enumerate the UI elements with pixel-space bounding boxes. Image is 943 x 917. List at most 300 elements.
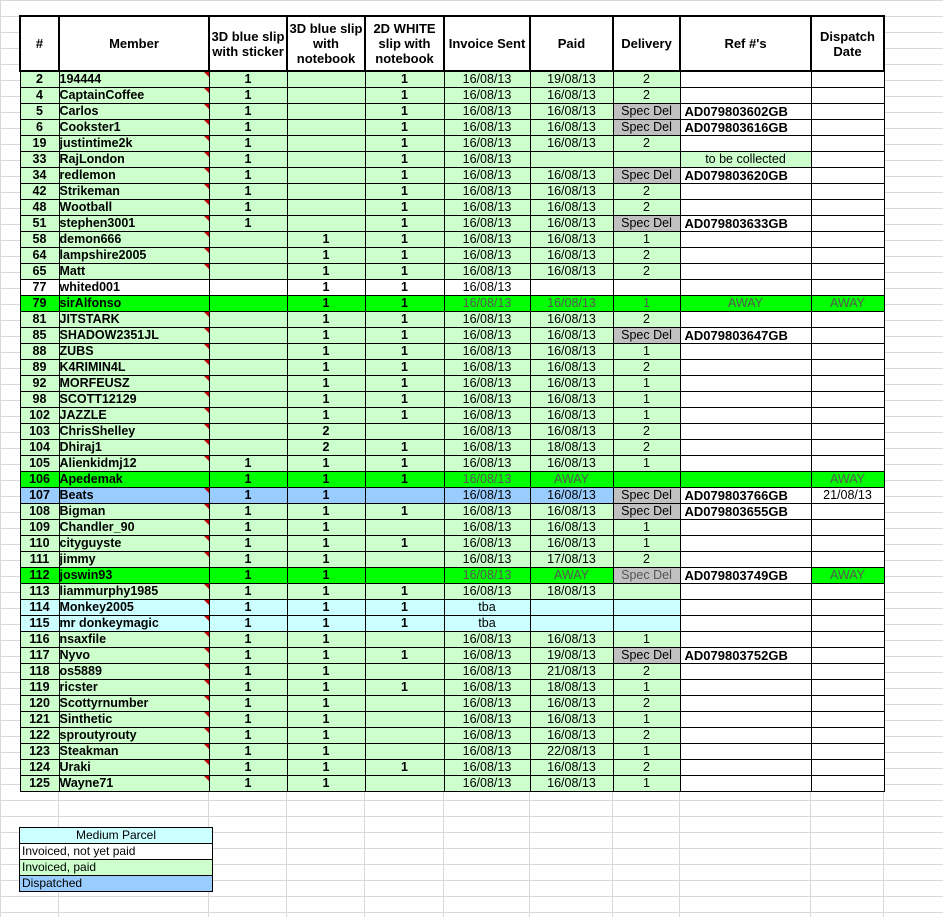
qty-blue-sticker[interactable]: 1 — [209, 136, 287, 152]
comment-indicator-icon[interactable] — [204, 120, 209, 125]
ref-number[interactable] — [680, 600, 811, 616]
legend-item[interactable]: Invoiced, not yet paid — [20, 844, 213, 860]
delivery-cell[interactable]: 1 — [613, 520, 680, 536]
ref-number[interactable] — [680, 456, 811, 472]
ref-number[interactable] — [680, 344, 811, 360]
member-name[interactable] — [59, 584, 209, 600]
ref-number[interactable] — [680, 248, 811, 264]
member-name[interactable] — [59, 616, 209, 632]
dispatch-date[interactable] — [811, 344, 884, 360]
legend-item[interactable]: Invoiced, paid — [20, 860, 213, 876]
qty-blue-sticker[interactable]: 1 — [209, 120, 287, 136]
qty-white-notebook[interactable]: 1 — [365, 600, 444, 616]
member-name[interactable] — [59, 216, 209, 232]
qty-white-notebook[interactable] — [365, 520, 444, 536]
dispatch-date[interactable] — [811, 312, 884, 328]
qty-white-notebook[interactable]: 1 — [365, 360, 444, 376]
header-white-notebook[interactable]: 2D WHITE slip with notebook — [365, 16, 444, 71]
invoice-date[interactable]: 16/08/13 — [444, 712, 530, 728]
comment-indicator-icon[interactable] — [204, 776, 209, 781]
qty-blue-notebook[interactable]: 1 — [287, 552, 365, 568]
paid-date[interactable]: 16/08/13 — [530, 88, 613, 104]
invoice-date[interactable]: 16/08/13 — [444, 200, 530, 216]
qty-white-notebook[interactable]: 1 — [365, 760, 444, 776]
paid-date[interactable]: 16/08/13 — [530, 696, 613, 712]
ref-number[interactable] — [680, 71, 811, 88]
dispatch-date[interactable] — [811, 600, 884, 616]
invoice-date[interactable]: 16/08/13 — [444, 136, 530, 152]
member-number[interactable]: 124 — [20, 760, 59, 776]
member-name[interactable] — [59, 600, 209, 616]
qty-blue-notebook[interactable]: 1 — [287, 568, 365, 584]
header-paid[interactable]: Paid — [530, 16, 613, 71]
qty-white-notebook[interactable]: 1 — [365, 248, 444, 264]
qty-blue-sticker[interactable]: 1 — [209, 200, 287, 216]
comment-indicator-icon[interactable] — [204, 456, 209, 461]
delivery-cell[interactable]: 2 — [613, 760, 680, 776]
invoice-date[interactable]: 16/08/13 — [444, 168, 530, 184]
member-name[interactable] — [59, 696, 209, 712]
paid-date[interactable]: 16/08/13 — [530, 408, 613, 424]
paid-date[interactable]: 16/08/13 — [530, 728, 613, 744]
delivery-cell[interactable]: 1 — [613, 344, 680, 360]
delivery-cell[interactable]: Spec Del — [613, 120, 680, 136]
ref-number[interactable] — [680, 424, 811, 440]
ref-number[interactable] — [680, 312, 811, 328]
invoice-date[interactable]: 16/08/13 — [444, 71, 530, 88]
dispatch-date[interactable] — [811, 584, 884, 600]
member-name[interactable] — [59, 776, 209, 792]
dispatch-date[interactable] — [811, 616, 884, 632]
member-name[interactable] — [59, 728, 209, 744]
qty-blue-notebook[interactable]: 1 — [287, 632, 365, 648]
ref-number[interactable] — [680, 728, 811, 744]
ref-number[interactable] — [680, 200, 811, 216]
paid-date[interactable]: 16/08/13 — [530, 216, 613, 232]
member-name[interactable] — [59, 280, 209, 296]
member-number[interactable]: 98 — [20, 392, 59, 408]
member-number[interactable]: 19 — [20, 136, 59, 152]
paid-date[interactable]: 16/08/13 — [530, 376, 613, 392]
dispatch-date[interactable] — [811, 168, 884, 184]
qty-white-notebook[interactable]: 1 — [365, 200, 444, 216]
qty-white-notebook[interactable] — [365, 728, 444, 744]
qty-blue-sticker[interactable]: 1 — [209, 104, 287, 120]
comment-indicator-icon[interactable] — [204, 600, 209, 605]
comment-indicator-icon[interactable] — [204, 200, 209, 205]
dispatch-date[interactable]: AWAY — [811, 568, 884, 584]
paid-date[interactable]: 16/08/13 — [530, 264, 613, 280]
member-number[interactable]: 5 — [20, 104, 59, 120]
member-number[interactable]: 107 — [20, 488, 59, 504]
member-name[interactable] — [59, 456, 209, 472]
paid-date[interactable]: 16/08/13 — [530, 536, 613, 552]
delivery-cell[interactable]: 1 — [613, 376, 680, 392]
comment-indicator-icon[interactable] — [204, 632, 209, 637]
dispatch-date[interactable] — [811, 136, 884, 152]
qty-blue-sticker[interactable]: 1 — [209, 520, 287, 536]
invoice-date[interactable]: 16/08/13 — [444, 488, 530, 504]
member-name[interactable] — [59, 392, 209, 408]
qty-blue-sticker[interactable]: 1 — [209, 488, 287, 504]
dispatch-date[interactable] — [811, 520, 884, 536]
member-number[interactable]: 79 — [20, 296, 59, 312]
ref-number[interactable] — [680, 264, 811, 280]
delivery-cell[interactable]: 1 — [613, 776, 680, 792]
qty-blue-notebook[interactable]: 1 — [287, 408, 365, 424]
delivery-cell[interactable]: 1 — [613, 392, 680, 408]
qty-blue-sticker[interactable]: 1 — [209, 664, 287, 680]
paid-date[interactable]: 16/08/13 — [530, 248, 613, 264]
delivery-cell[interactable]: 1 — [613, 456, 680, 472]
dispatch-date[interactable] — [811, 71, 884, 88]
qty-white-notebook[interactable] — [365, 552, 444, 568]
dispatch-date[interactable] — [811, 664, 884, 680]
qty-blue-sticker[interactable] — [209, 424, 287, 440]
ref-number[interactable]: AD079803616GB — [680, 120, 811, 136]
comment-indicator-icon[interactable] — [204, 728, 209, 733]
qty-blue-sticker[interactable] — [209, 312, 287, 328]
ref-number[interactable] — [680, 472, 811, 488]
delivery-cell[interactable]: 2 — [613, 184, 680, 200]
member-name[interactable] — [59, 312, 209, 328]
delivery-cell[interactable]: 1 — [613, 680, 680, 696]
invoice-date[interactable]: 16/08/13 — [444, 344, 530, 360]
dispatch-date[interactable] — [811, 184, 884, 200]
qty-white-notebook[interactable] — [365, 424, 444, 440]
ref-number[interactable]: to be collected — [680, 152, 811, 168]
qty-blue-notebook[interactable] — [287, 136, 365, 152]
member-name[interactable] — [59, 520, 209, 536]
member-name[interactable] — [59, 168, 209, 184]
qty-white-notebook[interactable]: 1 — [365, 71, 444, 88]
comment-indicator-icon[interactable] — [204, 520, 209, 525]
member-number[interactable]: 113 — [20, 584, 59, 600]
paid-date[interactable] — [530, 600, 613, 616]
paid-date[interactable]: 16/08/13 — [530, 392, 613, 408]
paid-date[interactable] — [530, 152, 613, 168]
delivery-cell[interactable] — [613, 600, 680, 616]
member-name[interactable] — [59, 248, 209, 264]
ref-number[interactable] — [680, 520, 811, 536]
ref-number[interactable] — [680, 136, 811, 152]
ref-number[interactable] — [680, 616, 811, 632]
qty-white-notebook[interactable]: 1 — [365, 184, 444, 200]
invoice-date[interactable]: 16/08/13 — [444, 728, 530, 744]
ref-number[interactable] — [680, 376, 811, 392]
comment-indicator-icon[interactable] — [204, 344, 209, 349]
invoice-date[interactable]: 16/08/13 — [444, 392, 530, 408]
invoice-date[interactable]: 16/08/13 — [444, 536, 530, 552]
member-name[interactable] — [59, 344, 209, 360]
invoice-date[interactable]: 16/08/13 — [444, 504, 530, 520]
comment-indicator-icon[interactable] — [204, 88, 209, 93]
member-name[interactable] — [59, 552, 209, 568]
ref-number[interactable]: AD079803620GB — [680, 168, 811, 184]
qty-white-notebook[interactable]: 1 — [365, 168, 444, 184]
member-number[interactable]: 64 — [20, 248, 59, 264]
member-number[interactable]: 34 — [20, 168, 59, 184]
qty-white-notebook[interactable]: 1 — [365, 328, 444, 344]
ref-number[interactable] — [680, 360, 811, 376]
qty-white-notebook[interactable]: 1 — [365, 536, 444, 552]
ref-number[interactable] — [680, 88, 811, 104]
member-name[interactable] — [59, 232, 209, 248]
qty-blue-sticker[interactable] — [209, 232, 287, 248]
delivery-cell[interactable]: 2 — [613, 424, 680, 440]
header-dispatch-date[interactable]: Dispatch Date — [811, 16, 884, 71]
member-number[interactable]: 122 — [20, 728, 59, 744]
member-name[interactable] — [59, 408, 209, 424]
qty-blue-sticker[interactable]: 1 — [209, 680, 287, 696]
ref-number[interactable] — [680, 408, 811, 424]
qty-blue-notebook[interactable]: 1 — [287, 584, 365, 600]
qty-blue-notebook[interactable]: 1 — [287, 664, 365, 680]
qty-white-notebook[interactable] — [365, 712, 444, 728]
member-number[interactable]: 111 — [20, 552, 59, 568]
delivery-cell[interactable] — [613, 152, 680, 168]
member-name[interactable] — [59, 664, 209, 680]
dispatch-date[interactable] — [811, 728, 884, 744]
qty-blue-notebook[interactable]: 1 — [287, 696, 365, 712]
qty-white-notebook[interactable]: 1 — [365, 584, 444, 600]
member-number[interactable]: 123 — [20, 744, 59, 760]
member-number[interactable]: 6 — [20, 120, 59, 136]
dispatch-date[interactable] — [811, 424, 884, 440]
ref-number[interactable] — [680, 392, 811, 408]
ref-number[interactable] — [680, 744, 811, 760]
header-refs[interactable]: Ref #'s — [680, 16, 811, 71]
dispatch-date[interactable]: 21/08/13 — [811, 488, 884, 504]
member-name[interactable] — [59, 71, 209, 88]
paid-date[interactable]: 22/08/13 — [530, 744, 613, 760]
qty-blue-notebook[interactable]: 1 — [287, 488, 365, 504]
qty-white-notebook[interactable] — [365, 664, 444, 680]
delivery-cell[interactable]: Spec Del — [613, 488, 680, 504]
comment-indicator-icon[interactable] — [204, 488, 209, 493]
ref-number[interactable]: AD079803647GB — [680, 328, 811, 344]
ref-number[interactable]: AD079803633GB — [680, 216, 811, 232]
ref-number[interactable]: AD079803749GB — [680, 568, 811, 584]
comment-indicator-icon[interactable] — [204, 136, 209, 141]
invoice-date[interactable]: 16/08/13 — [444, 184, 530, 200]
comment-indicator-icon[interactable] — [204, 360, 209, 365]
qty-white-notebook[interactable]: 1 — [365, 392, 444, 408]
paid-date[interactable]: 16/08/13 — [530, 632, 613, 648]
qty-blue-notebook[interactable] — [287, 152, 365, 168]
ref-number[interactable]: AD079803602GB — [680, 104, 811, 120]
delivery-cell[interactable]: 1 — [613, 632, 680, 648]
dispatch-date[interactable]: AWAY — [811, 472, 884, 488]
invoice-date[interactable]: 16/08/13 — [444, 680, 530, 696]
qty-blue-notebook[interactable] — [287, 200, 365, 216]
header-member[interactable]: Member — [59, 16, 209, 71]
qty-blue-notebook[interactable]: 2 — [287, 424, 365, 440]
comment-indicator-icon[interactable] — [204, 72, 209, 77]
member-name[interactable] — [59, 296, 209, 312]
qty-blue-notebook[interactable]: 2 — [287, 440, 365, 456]
qty-blue-notebook[interactable]: 1 — [287, 520, 365, 536]
dispatch-date[interactable] — [811, 200, 884, 216]
qty-blue-notebook[interactable]: 1 — [287, 456, 365, 472]
member-number[interactable]: 120 — [20, 696, 59, 712]
qty-blue-notebook[interactable] — [287, 120, 365, 136]
qty-blue-sticker[interactable] — [209, 296, 287, 312]
qty-white-notebook[interactable]: 1 — [365, 232, 444, 248]
paid-date[interactable]: 18/08/13 — [530, 680, 613, 696]
delivery-cell[interactable] — [613, 280, 680, 296]
invoice-date[interactable]: 16/08/13 — [444, 472, 530, 488]
invoice-date[interactable]: 16/08/13 — [444, 696, 530, 712]
qty-white-notebook[interactable]: 1 — [365, 216, 444, 232]
dispatch-date[interactable] — [811, 328, 884, 344]
qty-white-notebook[interactable]: 1 — [365, 120, 444, 136]
paid-date[interactable]: 16/08/13 — [530, 424, 613, 440]
paid-date[interactable]: 16/08/13 — [530, 776, 613, 792]
comment-indicator-icon[interactable] — [204, 744, 209, 749]
member-name[interactable] — [59, 200, 209, 216]
delivery-cell[interactable]: 2 — [613, 200, 680, 216]
qty-blue-sticker[interactable]: 1 — [209, 552, 287, 568]
qty-blue-sticker[interactable]: 1 — [209, 648, 287, 664]
delivery-cell[interactable]: Spec Del — [613, 328, 680, 344]
invoice-date[interactable]: 16/08/13 — [444, 280, 530, 296]
delivery-cell[interactable]: Spec Del — [613, 104, 680, 120]
dispatch-date[interactable] — [811, 456, 884, 472]
invoice-date[interactable]: 16/08/13 — [444, 456, 530, 472]
invoice-date[interactable]: 16/08/13 — [444, 264, 530, 280]
dispatch-date[interactable] — [811, 712, 884, 728]
member-name[interactable] — [59, 360, 209, 376]
member-number[interactable]: 42 — [20, 184, 59, 200]
paid-date[interactable]: 16/08/13 — [530, 456, 613, 472]
qty-white-notebook[interactable] — [365, 744, 444, 760]
invoice-date[interactable]: 16/08/13 — [444, 312, 530, 328]
member-name[interactable] — [59, 88, 209, 104]
ref-number[interactable]: AWAY — [680, 296, 811, 312]
paid-date[interactable]: 19/08/13 — [530, 648, 613, 664]
invoice-date[interactable]: 16/08/13 — [444, 664, 530, 680]
member-number[interactable]: 118 — [20, 664, 59, 680]
invoice-date[interactable]: 16/08/13 — [444, 552, 530, 568]
delivery-cell[interactable]: 2 — [613, 136, 680, 152]
qty-blue-notebook[interactable] — [287, 88, 365, 104]
comment-indicator-icon[interactable] — [204, 760, 209, 765]
member-name[interactable] — [59, 488, 209, 504]
invoice-date[interactable]: 16/08/13 — [444, 232, 530, 248]
qty-blue-notebook[interactable] — [287, 168, 365, 184]
qty-blue-sticker[interactable]: 1 — [209, 88, 287, 104]
ref-number[interactable]: AD079803655GB — [680, 504, 811, 520]
dispatch-date[interactable] — [811, 536, 884, 552]
paid-date[interactable]: 18/08/13 — [530, 440, 613, 456]
invoice-date[interactable]: 16/08/13 — [444, 328, 530, 344]
comment-indicator-icon[interactable] — [204, 392, 209, 397]
qty-blue-sticker[interactable]: 1 — [209, 760, 287, 776]
paid-date[interactable]: 16/08/13 — [530, 104, 613, 120]
comment-indicator-icon[interactable] — [204, 584, 209, 589]
delivery-cell[interactable]: 2 — [613, 728, 680, 744]
delivery-cell[interactable]: 1 — [613, 744, 680, 760]
qty-white-notebook[interactable]: 1 — [365, 344, 444, 360]
qty-blue-sticker[interactable]: 1 — [209, 472, 287, 488]
qty-white-notebook[interactable]: 1 — [365, 296, 444, 312]
member-number[interactable]: 105 — [20, 456, 59, 472]
qty-blue-notebook[interactable] — [287, 184, 365, 200]
member-number[interactable]: 112 — [20, 568, 59, 584]
member-number[interactable]: 121 — [20, 712, 59, 728]
qty-blue-sticker[interactable]: 1 — [209, 744, 287, 760]
dispatch-date[interactable] — [811, 376, 884, 392]
invoice-date[interactable]: 16/08/13 — [444, 520, 530, 536]
member-name[interactable] — [59, 104, 209, 120]
comment-indicator-icon[interactable] — [204, 664, 209, 669]
member-name[interactable] — [59, 136, 209, 152]
dispatch-date[interactable] — [811, 264, 884, 280]
member-name[interactable] — [59, 184, 209, 200]
comment-indicator-icon[interactable] — [204, 312, 209, 317]
dispatch-date[interactable] — [811, 776, 884, 792]
comment-indicator-icon[interactable] — [204, 104, 209, 109]
dispatch-date[interactable] — [811, 280, 884, 296]
invoice-date[interactable]: 16/08/13 — [444, 760, 530, 776]
ref-number[interactable] — [680, 440, 811, 456]
member-number[interactable]: 85 — [20, 328, 59, 344]
comment-indicator-icon[interactable] — [204, 696, 209, 701]
comment-indicator-icon[interactable] — [204, 264, 209, 269]
qty-blue-notebook[interactable]: 1 — [287, 504, 365, 520]
paid-date[interactable]: 16/08/13 — [530, 328, 613, 344]
ref-number[interactable] — [680, 712, 811, 728]
qty-blue-notebook[interactable]: 1 — [287, 760, 365, 776]
paid-date[interactable]: 16/08/13 — [530, 312, 613, 328]
member-number[interactable]: 115 — [20, 616, 59, 632]
delivery-cell[interactable]: 1 — [613, 232, 680, 248]
qty-white-notebook[interactable] — [365, 776, 444, 792]
qty-blue-notebook[interactable]: 1 — [287, 376, 365, 392]
qty-white-notebook[interactable]: 1 — [365, 280, 444, 296]
paid-date[interactable]: AWAY — [530, 472, 613, 488]
comment-indicator-icon[interactable] — [204, 680, 209, 685]
invoice-date[interactable]: 16/08/13 — [444, 632, 530, 648]
paid-date[interactable]: 16/08/13 — [530, 344, 613, 360]
qty-white-notebook[interactable] — [365, 568, 444, 584]
delivery-cell[interactable] — [613, 616, 680, 632]
member-number[interactable]: 103 — [20, 424, 59, 440]
comment-indicator-icon[interactable] — [204, 216, 209, 221]
ref-number[interactable] — [680, 632, 811, 648]
qty-blue-sticker[interactable] — [209, 360, 287, 376]
invoice-date[interactable]: 16/08/13 — [444, 360, 530, 376]
qty-white-notebook[interactable] — [365, 632, 444, 648]
member-name[interactable] — [59, 264, 209, 280]
qty-blue-sticker[interactable] — [209, 376, 287, 392]
invoice-date[interactable]: 16/08/13 — [444, 568, 530, 584]
header-invoice-sent[interactable]: Invoice Sent — [444, 16, 530, 71]
qty-white-notebook[interactable]: 1 — [365, 456, 444, 472]
comment-indicator-icon[interactable] — [204, 552, 209, 557]
invoice-date[interactable]: 16/08/13 — [444, 216, 530, 232]
qty-white-notebook[interactable]: 1 — [365, 264, 444, 280]
invoice-date[interactable]: 16/08/13 — [444, 584, 530, 600]
legend-item[interactable]: Dispatched — [20, 876, 213, 892]
dispatch-date[interactable] — [811, 248, 884, 264]
member-number[interactable]: 51 — [20, 216, 59, 232]
paid-date[interactable]: 16/08/13 — [530, 136, 613, 152]
member-name[interactable] — [59, 568, 209, 584]
qty-blue-notebook[interactable] — [287, 71, 365, 88]
qty-blue-sticker[interactable]: 1 — [209, 728, 287, 744]
